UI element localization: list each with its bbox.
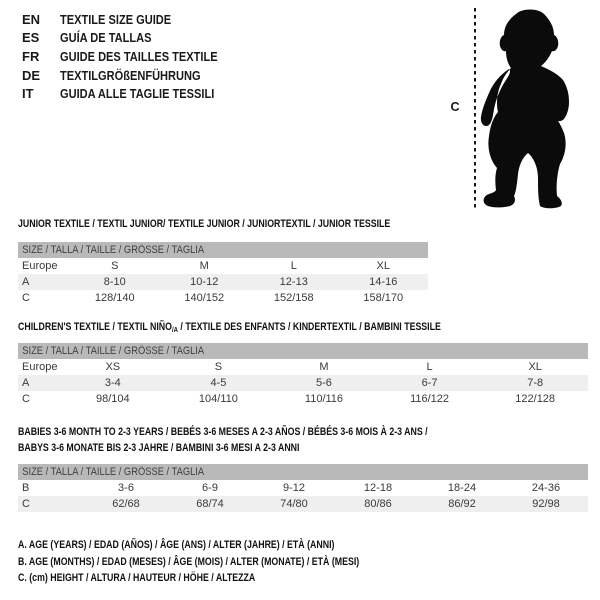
language-label: TEXTILE SIZE GUIDE — [60, 11, 172, 27]
note-height-cm — [18, 570, 445, 587]
size-cell: 62/68 — [112, 498, 140, 510]
children-title-post: / TEXTILE DES ENFANTS / KINDERTEXTIL / BAMBINI TESSILE — [177, 321, 441, 333]
table-row — [18, 359, 588, 375]
language-code: EN — [22, 11, 41, 27]
children-title-sub: /A — [171, 325, 178, 334]
row-label: Europe — [22, 260, 58, 272]
note-age-months — [18, 554, 445, 571]
row-label: Europe — [22, 361, 58, 373]
row-label: A — [22, 276, 30, 288]
language-label: GUIDE DES TAILLES TEXTILE — [60, 48, 218, 64]
children-table-title-text — [18, 319, 441, 338]
children-size-table — [18, 343, 588, 407]
size-cell: 116/122 — [410, 393, 450, 405]
junior-table-title — [18, 216, 483, 232]
size-cell: 7-8 — [527, 377, 544, 389]
size-cell: S — [214, 361, 223, 373]
language-code: DE — [22, 67, 41, 83]
language-row — [22, 47, 245, 66]
baby-silhouette-icon — [478, 6, 578, 212]
size-header-bar — [18, 242, 428, 258]
height-dashed-line — [474, 8, 476, 208]
size-cell: M — [199, 260, 209, 272]
language-code: ES — [22, 30, 40, 46]
language-label: GUIDA ALLE TAGLIE TESSILI — [60, 86, 215, 102]
size-cell: 4-5 — [210, 377, 227, 389]
legend-notes — [18, 537, 445, 587]
language-label: TEXTILGRÖßENFÜHRUNG — [60, 67, 201, 83]
size-cell: 74/80 — [280, 498, 308, 510]
children-title-pre: CHILDREN'S TEXTILE / TEXTIL NIÑO — [18, 321, 172, 333]
size-cell: 140/152 — [184, 292, 225, 304]
size-cell: 86/92 — [448, 498, 476, 510]
size-cell: 10-12 — [190, 276, 219, 288]
size-cell: 104/110 — [198, 393, 238, 405]
size-cell: 128/140 — [94, 292, 135, 304]
table-row — [18, 258, 428, 274]
language-label: GUÍA DE TALLAS — [60, 30, 152, 46]
language-row — [22, 66, 245, 85]
size-header-text: SIZE / TALLA / TAILLE / GRÖSSE / TAGLIA — [22, 466, 205, 478]
size-cell: XS — [105, 361, 121, 373]
size-cell: M — [319, 361, 329, 373]
row-label: B — [22, 482, 30, 494]
junior-size-table — [18, 242, 428, 306]
note-height-cm-text: C. (cm) HEIGHT / ALTURA / HAUTEUR / HÖHE / ALTEZZA — [18, 572, 256, 585]
size-cell: 18-24 — [447, 482, 477, 494]
size-cell: L — [290, 260, 297, 272]
size-cell: 98/104 — [95, 393, 130, 405]
row-label: C — [22, 292, 30, 304]
size-cell: 12-18 — [363, 482, 393, 494]
language-code: IT — [22, 86, 34, 102]
size-cell: 80/86 — [364, 498, 392, 510]
table-row — [18, 375, 588, 391]
note-age-months-text: B. AGE (MONTHS) / EDAD (MESES) / ÂGE (MOIS) / ALTER (MONATE) / ETÀ (MESI) — [18, 555, 360, 568]
size-header-text: SIZE / TALLA / TAILLE / GRÖSSE / TAGLIA — [22, 244, 205, 256]
size-cell: 3-6 — [118, 482, 134, 494]
height-measure-label: C — [450, 100, 460, 114]
size-cell: 9-12 — [282, 482, 306, 494]
table-row — [18, 290, 428, 306]
babies-title-line1: BABIES 3-6 MONTH TO 2-3 YEARS / BEBÉS 3-6 MESES A 2-3 AÑOS / BÉBÉS 3-6 MOIS À 2-3 ANS / — [18, 426, 428, 438]
language-code: FR — [22, 48, 40, 64]
children-table-title — [18, 319, 547, 338]
size-header-text: SIZE / TALLA / TAILLE / GRÖSSE / TAGLIA — [22, 345, 205, 357]
note-age-years-text: A. AGE (YEARS) / EDAD (AÑOS) / ÂGE (ANS) / ALTER (JAHRE) / ETÀ (ANNI) — [18, 539, 335, 552]
row-label: A — [22, 377, 30, 389]
size-cell: S — [111, 260, 119, 272]
size-cell: 158/170 — [363, 292, 404, 304]
size-cell: 6-7 — [421, 377, 438, 389]
table-row — [18, 391, 588, 407]
language-list — [22, 10, 245, 103]
size-cell: 12-13 — [279, 276, 308, 288]
size-cell: 92/98 — [532, 498, 560, 510]
size-header-bar — [18, 343, 588, 359]
size-cell: 5-6 — [316, 377, 332, 389]
babies-table-title — [18, 424, 530, 456]
row-label: C — [22, 498, 30, 510]
size-cell: 152/158 — [273, 292, 314, 304]
size-cell: 14-16 — [369, 276, 398, 288]
size-cell: 122/128 — [515, 393, 556, 405]
note-age-years — [18, 537, 445, 554]
junior-table-title-text: JUNIOR TEXTILE / TEXTIL JUNIOR/ TEXTILE JUNIOR / JUNIORTEXTIL / JUNIOR TESSILE — [18, 218, 391, 230]
size-header-bar — [18, 464, 588, 480]
row-label: C — [22, 393, 30, 405]
size-cell: XL — [528, 361, 542, 373]
babies-size-table — [18, 464, 588, 512]
size-cell: 3-4 — [104, 377, 121, 389]
size-cell: L — [426, 361, 433, 373]
size-cell: XL — [376, 260, 390, 272]
babies-title-line2: BABYS 3-6 MONATE BIS 2-3 JAHRE / BAMBINI 3-6 MESI A 2-3 ANNI — [18, 442, 300, 454]
language-row — [22, 10, 245, 29]
size-cell: 24-36 — [531, 482, 561, 494]
table-row — [18, 496, 588, 512]
size-cell: 6-9 — [202, 482, 218, 494]
table-row — [18, 480, 588, 496]
size-cell: 110/116 — [304, 393, 344, 405]
size-cell: 8-10 — [103, 276, 126, 288]
size-cell: 68/74 — [196, 498, 224, 510]
language-row — [22, 29, 245, 48]
language-row — [22, 84, 245, 103]
table-row — [18, 274, 428, 290]
